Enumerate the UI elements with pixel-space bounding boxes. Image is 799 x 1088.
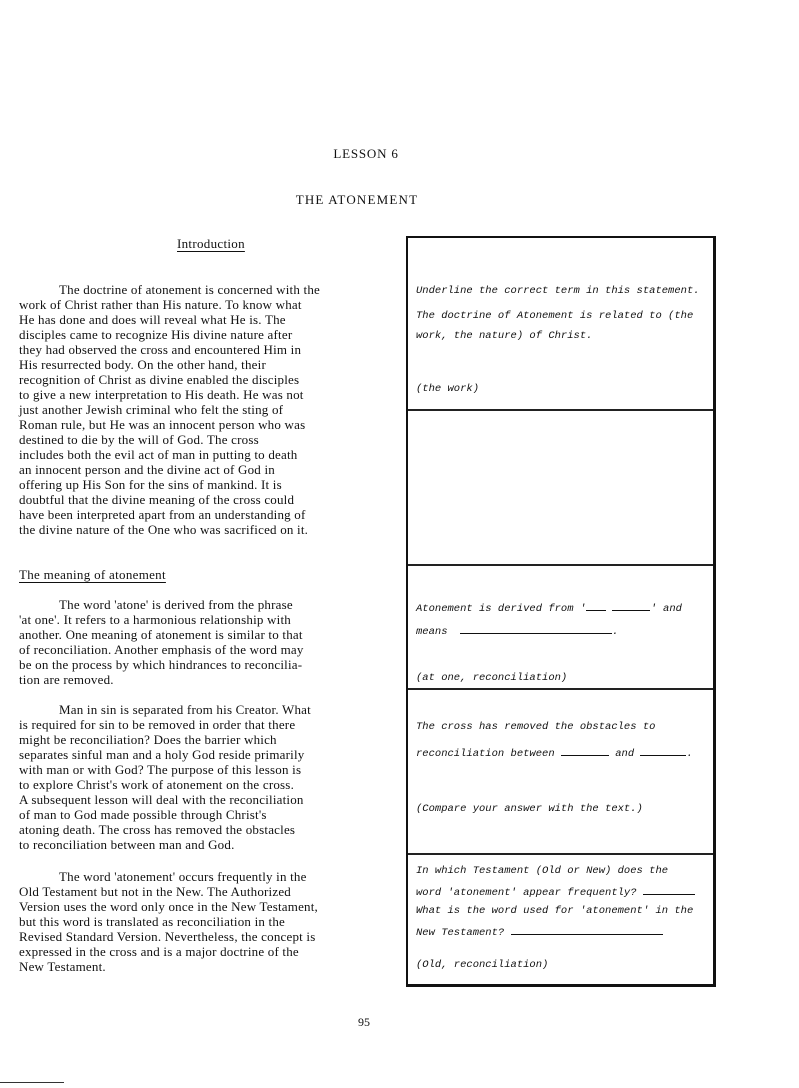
paragraph-line: to give a new interpretation to His death. He was not — [19, 387, 304, 402]
frame-divider — [408, 564, 713, 566]
paragraph-line: expressed in the cross and is a major doctrine of the — [19, 944, 299, 959]
frame3-text: Atonement is derived from ' — [416, 603, 587, 615]
paragraph-line: The word 'atonement' occurs frequently in the — [59, 869, 307, 884]
frame1-instruction: Underline the correct term in this statement. — [416, 285, 700, 297]
paragraph-line: to reconciliation between man and God. — [19, 837, 235, 852]
frame3-answer: (at one, reconciliation) — [416, 672, 568, 684]
paragraph-line: they had observed the cross and encountered Him in — [19, 342, 302, 357]
frame4-answer: (Compare your answer with the text.) — [416, 803, 643, 815]
paragraph-line: just another Jewish criminal who felt the sting of — [19, 402, 284, 417]
page-number: 95 — [358, 1015, 370, 1029]
paragraph-line: atoning death. The cross has removed the obstacles — [19, 822, 296, 837]
frame5-answer: (Old, reconciliation) — [416, 959, 549, 971]
frame-divider — [408, 409, 713, 411]
answer-blank[interactable] — [460, 623, 612, 634]
paragraph-line: includes both the evil act of man in putting to death — [19, 447, 298, 462]
paragraph-line: separates sinful man and a holy God reside primarily — [19, 747, 305, 762]
frame4-text: reconciliation between — [416, 748, 555, 760]
frame4-text: . — [686, 748, 693, 760]
paragraph-line: The word 'atone' is derived from the phrase — [59, 597, 293, 612]
paragraph-line: have been interpreted apart from an understanding of — [19, 507, 306, 522]
frame1-question-line1: The doctrine of Atonement is related to (the — [416, 310, 694, 322]
paragraph-line: A subsequent lesson will deal with the reconciliation — [19, 792, 304, 807]
meaning-paragraph-1 — [19, 597, 405, 687]
paragraph-line: with man or with God? The purpose of this lesson is — [19, 762, 302, 777]
paragraph-line: might be reconciliation? Does the barrier which — [19, 732, 277, 747]
frame4-question-line2 — [416, 745, 716, 762]
paragraph-line: He has done and does will reveal what He is. The — [19, 312, 286, 327]
frame3-text: . — [612, 626, 619, 638]
frame3-text: means — [416, 626, 448, 638]
frame3-question-line1 — [416, 600, 716, 617]
paragraph-line: Revised Standard Version. Nevertheless, the concept is — [19, 929, 316, 944]
footnote-rule — [0, 1082, 64, 1083]
answer-blank[interactable] — [561, 745, 609, 756]
frame3-text: ' and — [650, 603, 682, 615]
paragraph-line: Man in sin is separated from his Creator. What — [59, 702, 311, 717]
frame5-text: word 'atonement' appear frequently? — [416, 887, 637, 899]
paragraph-line: to explore Christ's work of atonement on the cross. — [19, 777, 295, 792]
paragraph-line: be on the process by which hindrances to reconcilia- — [19, 657, 303, 672]
paragraph-line: an innocent person and the divine act of God in — [19, 462, 275, 477]
paragraph-line: destined to die by the will of God. The cross — [19, 432, 259, 447]
paragraph-line: The doctrine of atonement is concerned with the — [59, 282, 321, 297]
paragraph-line: work of Christ rather than His nature. To know what — [19, 297, 302, 312]
answer-blank[interactable] — [586, 600, 606, 611]
answer-blank[interactable] — [643, 884, 695, 895]
lesson-title: THE ATONEMENT — [295, 192, 419, 207]
meaning-paragraph-3 — [19, 869, 405, 974]
paragraph-line: the divine nature of the One who was sacrificed on it. — [19, 522, 309, 537]
frame5-question-line3: What is the word used for 'atonement' in the — [416, 905, 694, 917]
paragraph-line: 'at one'. It refers to a harmonious relationship with — [19, 612, 291, 627]
frame1-question-line2: work, the nature) of Christ. — [416, 330, 593, 342]
frame3-question-line2 — [416, 623, 716, 640]
answer-blank[interactable] — [640, 745, 686, 756]
paragraph-line: His resurrected body. On the other hand, their — [19, 357, 266, 372]
paragraph-line: of man to God made possible through Christ's — [19, 807, 267, 822]
frame4-question-line1: The cross has removed the obstacles to — [416, 721, 656, 733]
frame5-question-line1: In which Testament (Old or New) does the — [416, 865, 669, 877]
answer-blank[interactable] — [511, 924, 663, 935]
paragraph-line: tion are removed. — [19, 672, 114, 687]
paragraph-line: another. One meaning of atonement is similar to that — [19, 627, 303, 642]
frame4-text: and — [615, 748, 635, 760]
meaning-paragraph-2 — [19, 702, 405, 852]
paragraph-line: Version uses the word only once in the New Testament, — [19, 899, 318, 914]
paragraph-line: recognition of Christ as divine enabled the disciples — [19, 372, 300, 387]
meaning-heading: The meaning of atonement — [19, 567, 166, 582]
frame-divider — [408, 853, 713, 855]
introduction-heading: Introduction — [177, 236, 245, 251]
paragraph-line: but this word is translated as reconciliation in the — [19, 914, 286, 929]
paragraph-line: is required for sin to be removed in order that there — [19, 717, 296, 732]
frame5-question-line4 — [416, 924, 716, 941]
paragraph-line: doubtful that the divine meaning of the cross could — [19, 492, 295, 507]
frame-divider — [408, 688, 713, 690]
frame5-question-line2 — [416, 884, 716, 901]
introduction-paragraph — [19, 282, 405, 537]
paragraph-line: New Testament. — [19, 959, 106, 974]
frame1-answer: (the work) — [416, 383, 480, 395]
lesson-number: LESSON 6 — [333, 146, 399, 161]
paragraph-line: Roman rule, but He was an innocent person who was — [19, 417, 306, 432]
answer-blank[interactable] — [612, 600, 650, 611]
programmed-frames-column — [406, 236, 716, 987]
frame5-text: New Testament? — [416, 927, 505, 939]
paragraph-line: of reconciliation. Another emphasis of the word may — [19, 642, 304, 657]
paragraph-line: disciples came to recognize His divine nature after — [19, 327, 293, 342]
paragraph-line: Old Testament but not in the New. The Authorized — [19, 884, 292, 899]
paragraph-line: offering up His Son for the sins of mankind. It is — [19, 477, 282, 492]
